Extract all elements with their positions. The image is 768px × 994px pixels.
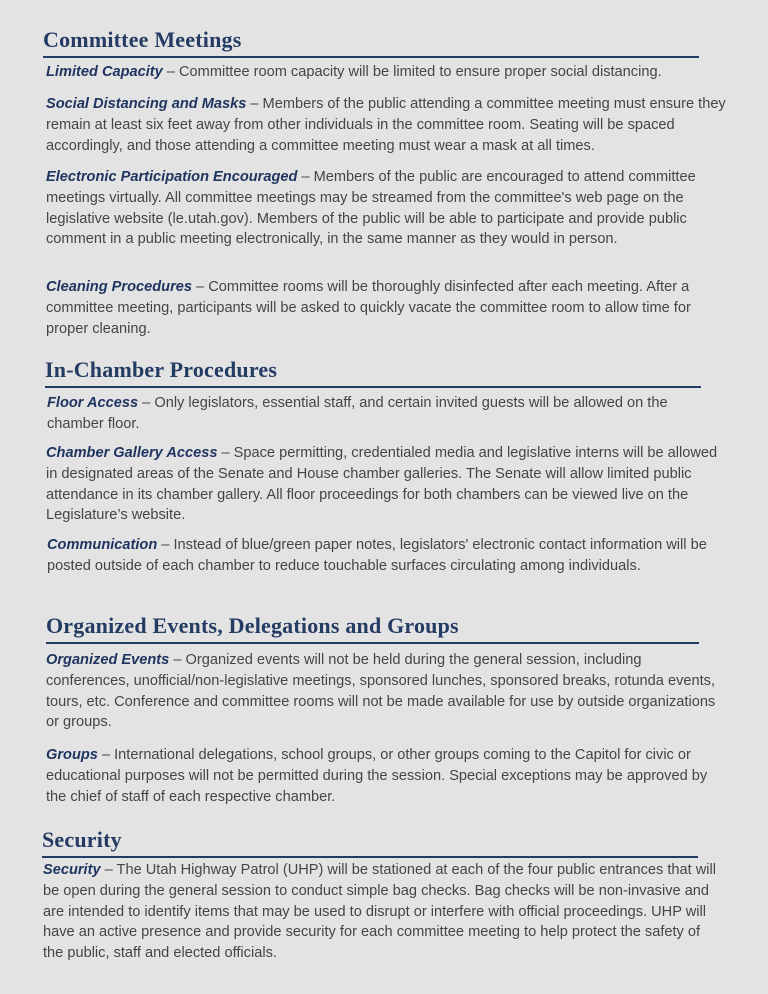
section-title: Committee Meetings [43, 27, 242, 52]
item-security [43, 860, 723, 964]
item-term: Electronic Participation Encouraged [46, 169, 298, 185]
item-term: Security [43, 862, 101, 878]
section-divider [43, 56, 699, 58]
section-title: In-Chamber Procedures [45, 357, 278, 382]
item-term: Social Distancing and Masks [46, 96, 247, 112]
section-committee-meetings [43, 28, 699, 58]
item-text: – Space permitting, credentialed media and legislative interns will be allowed in designated areas of the Senate and House chamber galleries. The Senate will allow limited public attendance in its chamber gallery. All floor proceedings for both chambers can be viewed live on the Legislature’s website. [46, 445, 718, 524]
item-term: Limited Capacity [46, 64, 163, 80]
section-title: Security [42, 827, 122, 852]
section-divider [42, 856, 698, 858]
item-text: – Only legislators, essential staff, and certain invited guests will be allowed on the chamber floor. [47, 395, 668, 432]
item-term: Floor Access [47, 395, 139, 411]
item-social-distancing [46, 94, 726, 156]
item-text: – The Utah Highway Patrol (UHP) will be stationed at each of the four public entrances that will be open during the general session to conduct simple bag checks. Bag checks will be non-invasive and are intended to identify items that may be used to disrupt or interfere with official proceedings. UHP will have an active presence and provide security for each committee meeting to help protect the safety of the public, staff and elected officials. [43, 862, 717, 962]
item-floor-access [47, 393, 719, 435]
item-chamber-gallery-access [46, 443, 726, 526]
item-text: – Committee rooms will be thoroughly disinfected after each meeting. After a committee meeting, participants will be asked to quickly vacate the committee room to allow time for proper cleaning. [46, 279, 691, 337]
item-organized-events [46, 650, 724, 733]
item-cleaning-procedures [46, 277, 726, 339]
item-text: – Committee room capacity will be limited to ensure proper social distancing. [162, 64, 662, 80]
section-divider [46, 642, 699, 644]
item-electronic-participation [46, 167, 721, 250]
section-organized-events [46, 614, 699, 644]
item-term: Groups [46, 747, 98, 763]
item-text: – Instead of blue/green paper notes, legislators' electronic contact information will be posted outside of each chamber to reduce touchable surfaces circulating among individuals. [47, 537, 707, 574]
section-security [42, 828, 698, 858]
item-term: Cleaning Procedures [46, 279, 192, 295]
item-text: – Organized events will not be held during the general session, including conferences, unofficial/non-legislative meetings, sponsored lunches, sponsored breaks, rotunda events, tours, etc. Conference and committee rooms will not be made available for use by outside organizations or groups. [46, 652, 716, 731]
section-title: Organized Events, Delegations and Groups [46, 613, 459, 638]
section-in-chamber-procedures [45, 358, 701, 388]
item-term: Communication [47, 537, 158, 553]
item-text: – Members of the public are encouraged to attend committee meetings virtually. All committee meetings may be streamed from the committee's web page on the legislative website (le.utah.gov). Members of the public will be able to participate and provide public comment in a public meeting electronically, in the same manner as they would in person. [46, 169, 696, 248]
item-groups [46, 745, 724, 807]
section-divider [45, 386, 701, 388]
item-text: – Members of the public attending a committee meeting must ensure they remain at least six feet away from other individuals in the committee room. Seating will be spaced accordingly, and those attending a committee meeting must wear a mask at all times. [46, 96, 726, 154]
item-limited-capacity [46, 62, 726, 83]
item-term: Chamber Gallery Access [46, 445, 218, 461]
item-text: – International delegations, school groups, or other groups coming to the Capitol for civic or educational purposes will not be permitted during the session. Special exceptions may be approved by the chief of staff of each respective chamber. [46, 747, 708, 805]
item-term: Organized Events [46, 652, 170, 668]
item-communication [47, 535, 719, 577]
